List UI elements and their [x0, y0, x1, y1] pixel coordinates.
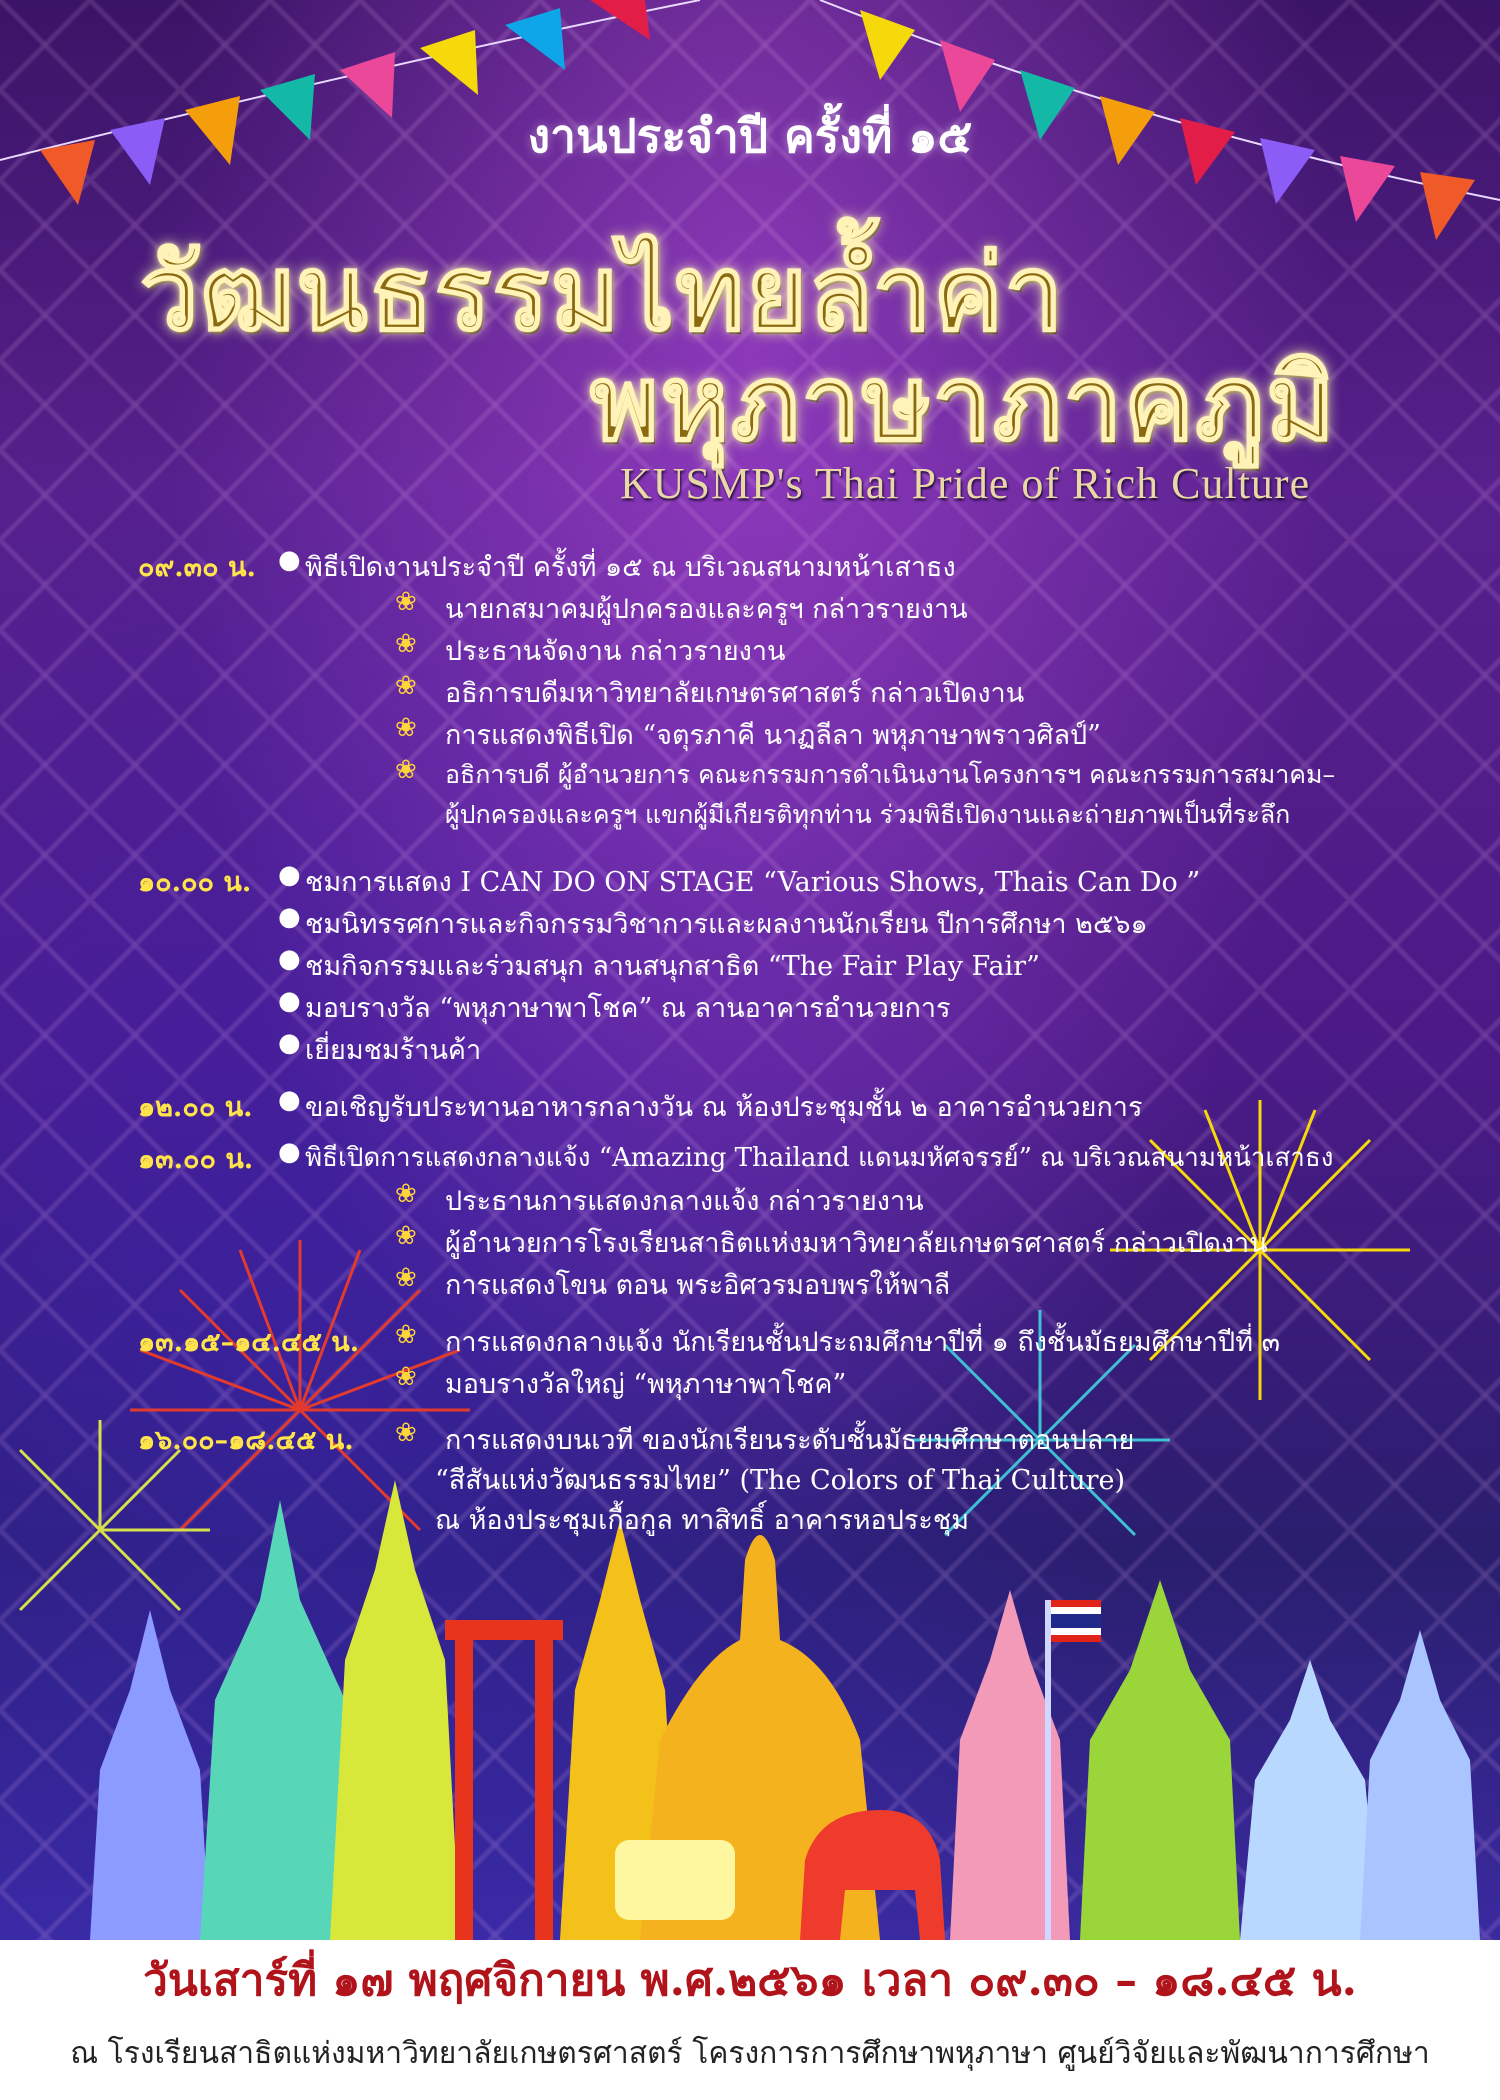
bullet-dot-icon: ●	[278, 944, 301, 974]
schedule-item: ประธานการแสดงกลางแจ้ง กล่าวรายงาน	[445, 1186, 924, 1217]
bullet-dot-icon: ●	[278, 1137, 301, 1167]
schedule-item: ผู้ปกครองและครูฯ แขกผู้มีเกียรติทุกท่าน ร่วมพิธีเปิดงานและถ่ายภาพเป็นที่ระลึก	[445, 800, 1291, 829]
schedule-item: “สีสันแห่งวัฒนธรรมไทย” (The Colors of Thai Culture)	[435, 1465, 1126, 1496]
time-label: ๑๓.๑๕–๑๔.๔๕ น.	[138, 1327, 360, 1358]
schedule-item: ชมการแสดง I CAN DO ON STAGE “Various Shows, Thais Can Do ”	[305, 867, 1201, 898]
event-date: วันเสาร์ที่ ๑๗ พฤศจิกายน พ.ศ.๒๕๖๑ เวลา ๐๙.๓๐ – ๑๘.๔๕ น.	[143, 1955, 1357, 2006]
time-label: ๐๙.๓๐ น.	[138, 552, 256, 583]
bullet-dot-icon: ●	[278, 986, 301, 1016]
schedule-item: ชมกิจกรรมและร่วมสนุก ลานสนุกสาธิต “The Fair Play Fair”	[305, 951, 1040, 982]
lotus-icon: ❀	[395, 1179, 417, 1209]
temple-silhouette	[330, 1480, 460, 1940]
schedule-item: ขอเชิญรับประทานอาหารกลางวัน ณ ห้องประชุมชั้น ๒ อาคารอำนวยการ	[305, 1092, 1143, 1123]
giant-swing-silhouette	[445, 1620, 563, 1940]
lotus-icon: ❀	[395, 1221, 417, 1251]
bunting-flag	[420, 30, 478, 95]
temple-silhouette	[1080, 1580, 1240, 1940]
schedule-item: การแสดงกลางแจ้ง นักเรียนชั้นประถมศึกษาปีที่ ๑ ถึงชั้นมัธยมศึกษาปีที่ ๓	[445, 1327, 1281, 1358]
bullet-dot-icon: ●	[278, 1028, 301, 1058]
temple-silhouette	[1360, 1630, 1480, 1940]
temple-silhouette	[1240, 1660, 1380, 1940]
time-label: ๑๒.๐๐ น.	[138, 1092, 253, 1123]
schedule-item: เยี่ยมชมร้านค้า	[305, 1035, 482, 1066]
bunting-flag	[860, 10, 915, 80]
schedule-item: ชมนิทรรศการและกิจกรรมวิชาการและผลงานนักเรียน ปีการศึกษา ๒๕๖๑	[305, 909, 1148, 940]
schedule-item: นายกสมาคมผู้ปกครองและครูฯ กล่าวรายงาน	[445, 594, 968, 625]
title-line-1: วัฒนธรรมไทยล้ำค่า	[140, 231, 1066, 354]
lotus-icon: ❀	[395, 755, 417, 785]
event-subtitle: งานประจำปี ครั้งที่ ๑๕	[527, 109, 973, 163]
lotus-icon: ❀	[395, 587, 417, 617]
bullet-dot-icon: ●	[278, 1085, 301, 1115]
schedule-item: พิธีเปิดการแสดงกลางแจ้ง “Amazing Thailand แดนมหัศจรรย์” ณ บริเวณสนามหน้าเสาธง	[305, 1143, 1334, 1173]
lotus-icon: ❀	[395, 1418, 417, 1448]
event-venue: ณ โรงเรียนสาธิตแห่งมหาวิทยาลัยเกษตรศาสตร์ โครงการการศึกษาพหุภาษา ศูนย์วิจัยและพัฒนาการศึกษา	[70, 2036, 1430, 2071]
tuktuk-silhouette	[615, 1840, 735, 1920]
lotus-icon: ❀	[395, 629, 417, 659]
schedule-item: อธิการบดีมหาวิทยาลัยเกษตรศาสตร์ กล่าวเปิดงาน	[445, 678, 1025, 709]
schedule-item: อธิการบดี ผู้อำนวยการ คณะกรรมการดำเนินงานโครงการฯ คณะกรรมการสมาคม–	[445, 760, 1335, 789]
time-label: ๑๖.๐๐–๑๘.๔๕ น.	[138, 1425, 354, 1456]
title-english: KUSMP's Thai Pride of Rich Culture	[620, 459, 1311, 508]
lotus-icon: ❀	[395, 671, 417, 701]
bullet-dot-icon: ●	[278, 860, 301, 890]
lotus-icon: ❀	[395, 713, 417, 743]
temple-silhouette	[90, 1610, 210, 1940]
schedule-item: ผู้อำนวยการโรงเรียนสาธิตแห่งมหาวิทยาลัยเกษตรศาสตร์ กล่าวเปิดงาน	[445, 1228, 1268, 1259]
schedule-item: มอบรางวัลใหญ่ “พหุภาษาพาโชค”	[445, 1369, 847, 1400]
lotus-icon: ❀	[395, 1263, 417, 1293]
schedule-item: การแสดงพิธีเปิด “จตุรภาคี นาฏลีลา พหุภาษาพราวศิลป์”	[445, 720, 1101, 751]
bullet-dot-icon: ●	[278, 545, 301, 575]
schedule-item: มอบรางวัล “พหุภาษาพาโชค” ณ ลานอาคารอำนวยการ	[305, 993, 951, 1024]
temple-silhouette	[950, 1590, 1070, 1940]
schedule-item: การแสดงบนเวที ของนักเรียนระดับชั้นมัธยมศึกษาตอนปลาย	[445, 1425, 1135, 1456]
schedule-item: ประธานจัดงาน กล่าวรายงาน	[445, 636, 786, 667]
bullet-dot-icon: ●	[278, 902, 301, 932]
schedule-item: การแสดงโขน ตอน พระอิศวรมอบพรให้พาลี	[445, 1270, 951, 1301]
bunting-flag	[1420, 172, 1475, 240]
schedule-item: ณ ห้องประชุมเกื้อกูล ทาสิทธิ์ อาคารหอประชุม	[435, 1505, 970, 1536]
title-line-2: พหุภาษาภาคภูมิ	[590, 341, 1337, 464]
lotus-icon: ❀	[395, 1320, 417, 1350]
schedule-item: พิธีเปิดงานประจำปี ครั้งที่ ๑๕ ณ บริเวณสนามหน้าเสาธง	[305, 552, 956, 583]
time-label: ๑๓.๐๐ น.	[138, 1144, 254, 1175]
lotus-icon: ❀	[395, 1362, 417, 1392]
time-label: ๑๐.๐๐ น.	[138, 867, 252, 898]
